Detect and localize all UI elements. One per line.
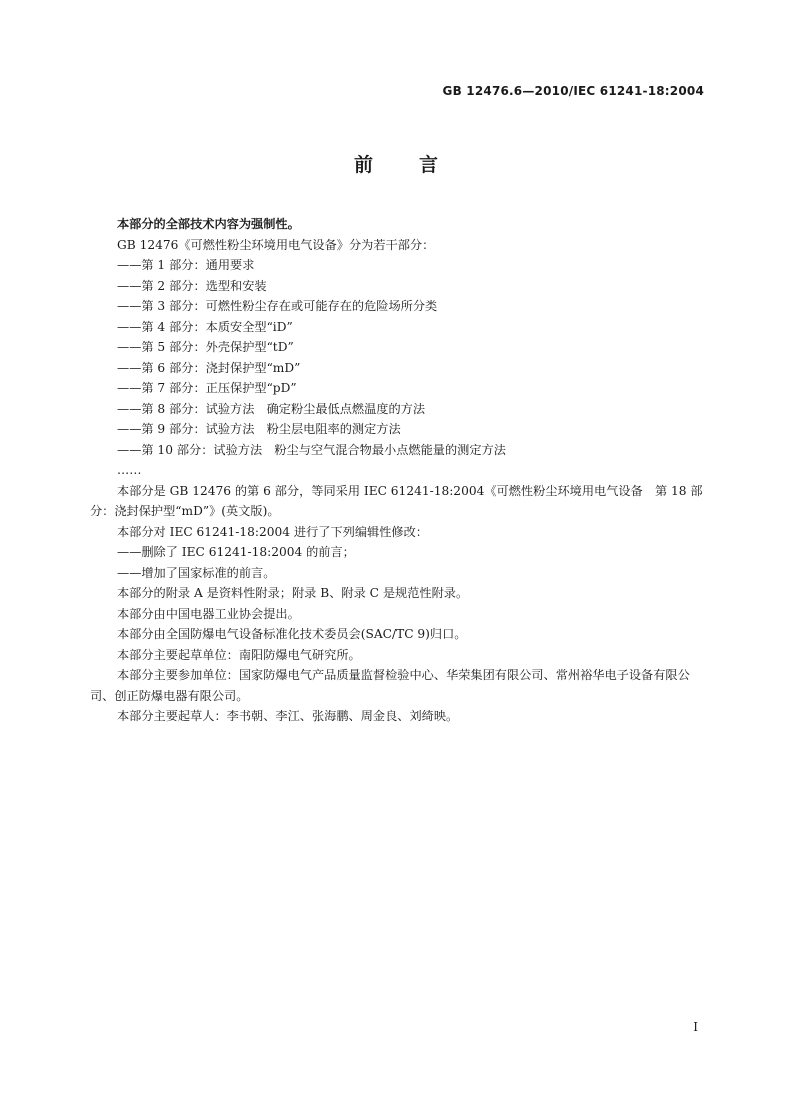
part-item: ——第 10 部分：试验方法 粉尘与空气混合物最小点燃能量的测定方法 <box>117 442 506 457</box>
part-item: ——第 1 部分：通用要求 <box>117 258 255 272</box>
participating-orgs: 本部分主要参加单位：国家防爆电气产品质量监督检验中心、华荣集团有限公司、常州裕华电子设备有限公司、创正防爆电器有限公司。 <box>90 668 690 703</box>
page-title: 前言 <box>353 154 484 176</box>
part-item: ——第 4 部分：本质安全型“iD” <box>117 319 293 334</box>
centralized-by: 本部分由全国防爆电气设备标准化技术委员会(SAC/TC 9)归口。 <box>117 627 467 641</box>
drafting-org: 本部分主要起草单位：南阳防爆电气研究所。 <box>117 647 361 662</box>
part-item-ellipsis: …… <box>117 463 142 477</box>
standard-number-header: GB 12476.6—2010/IEC 61241-18:2004 <box>442 84 704 98</box>
part-item: ——第 9 部分：试验方法 粉尘层电阻率的测定方法 <box>117 422 401 436</box>
page-number: I <box>693 1020 698 1034</box>
editorial-intro: 本部分对 IEC 61241-18:2004 进行了下列编辑性修改： <box>117 524 428 539</box>
part-item: ——第 3 部分：可燃性粉尘存在或可能存在的危险场所分类 <box>117 299 438 313</box>
part-item: ——第 5 部分：外壳保护型“tD” <box>117 340 294 354</box>
part-item: ——第 8 部分：试验方法 确定粉尘最低点燃温度的方法 <box>117 401 426 416</box>
foreword-body <box>90 214 706 727</box>
adoption-statement: 本部分是 GB 12476 的第 6 部分，等同采用 IEC 61241-18:2004《可燃性粉尘环境用电气设备 第 18 部分：浇封保护型“mD”》(英文版)。 <box>90 483 703 518</box>
part-item: ——第 2 部分：选型和安装 <box>117 278 267 293</box>
drafters: 本部分主要起草人：李书朝、李江、张海鹏、周金良、刘绮映。 <box>117 709 459 723</box>
mandatory-statement: 本部分的全部技术内容为强制性。 <box>117 217 300 231</box>
proposed-by: 本部分由中国电器工业协会提出。 <box>117 606 300 621</box>
editorial-change-item: ——增加了国家标准的前言。 <box>117 565 276 580</box>
annex-note: 本部分的附录 A 是资料性附录；附录 B、附录 C 是规范性附录。 <box>117 586 469 600</box>
parts-intro: GB 12476《可燃性粉尘环境用电气设备》分为若干部分： <box>117 237 435 252</box>
part-item: ——第 7 部分：正压保护型“pD” <box>117 381 297 395</box>
part-item: ——第 6 部分：浇封保护型“mD” <box>117 360 301 375</box>
editorial-change-item: ——删除了 IEC 61241-18:2004 的前言； <box>117 545 355 559</box>
